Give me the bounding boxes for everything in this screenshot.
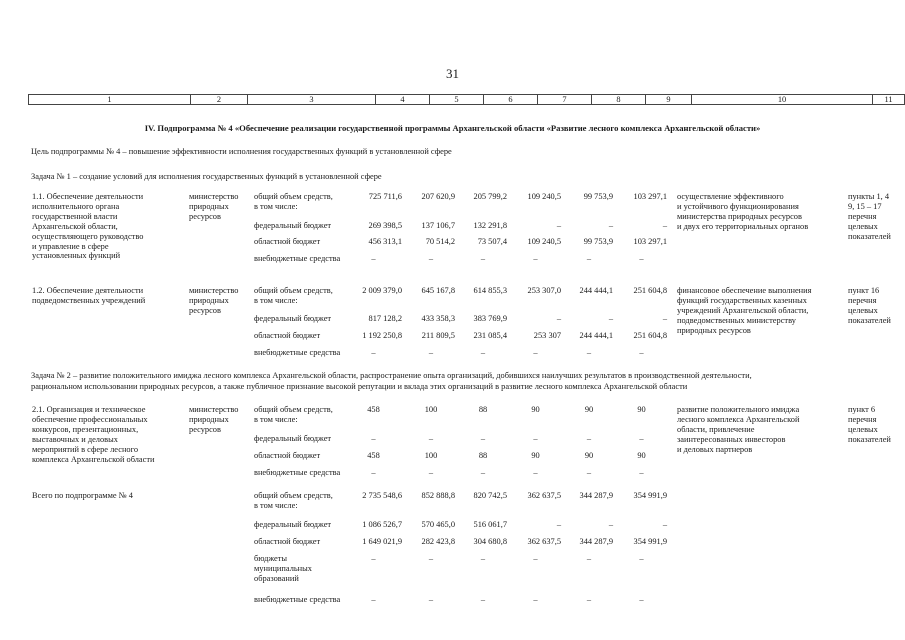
value-cell: 852 888,8 bbox=[421, 491, 455, 500]
expected-result: финансовое обеспечение выполнения функций государственных казенных учреждений Архангельской области, подведомственных министерству природных ресурсов bbox=[677, 286, 812, 335]
value-cell: – bbox=[608, 221, 613, 230]
value-cell: – bbox=[639, 468, 644, 477]
value-cell: 458 bbox=[367, 405, 380, 414]
header-col-2: 2 bbox=[190, 95, 247, 104]
value-cell: – bbox=[586, 554, 592, 563]
task-1-text: Задача № 1 – создание условий для исполнения государственных функций в установленной сфере bbox=[31, 172, 382, 181]
goal-text: Цель подпрограммы № 4 – повышение эффективности исполнения государственных функций в установленной сфере bbox=[31, 147, 452, 156]
value-cell: – bbox=[639, 595, 644, 604]
value-cell: 817 128,2 bbox=[368, 314, 402, 323]
value-cell: 253 307 bbox=[533, 331, 561, 340]
source-federal-label: федеральный бюджет bbox=[254, 221, 332, 230]
subprogram-title: IV. Подпрограмма № 4 «Обеспечение реализации государственной программы Архангельской области «Развитие лесного комплекса Архангельской области» bbox=[144, 123, 761, 133]
value-cell: – bbox=[639, 348, 644, 357]
row-name: 1.2. Обеспечение деятельности подведомственных учреждений bbox=[32, 286, 146, 305]
value-cell: – bbox=[556, 520, 561, 529]
value-cell: 100 bbox=[424, 451, 438, 460]
source-federal-label: федеральный бюджет bbox=[254, 520, 332, 529]
value-cell: 90 bbox=[637, 405, 646, 414]
value-cell: 90 bbox=[584, 451, 594, 460]
value-cell: 304 680,8 bbox=[473, 537, 507, 546]
indicator-reference: пункты 1, 4 9, 15 – 17 перечня целевых показателей bbox=[848, 192, 891, 241]
value-cell: 1 192 250,8 bbox=[362, 331, 402, 340]
source-extrabudget-label: внебюджетные средства bbox=[254, 254, 341, 263]
value-cell: 73 507,4 bbox=[477, 237, 507, 246]
value-cell: 103 297,1 bbox=[633, 237, 667, 246]
value-cell: – bbox=[480, 468, 486, 477]
value-cell: – bbox=[556, 314, 561, 323]
value-cell: 103 297,1 bbox=[633, 192, 667, 201]
value-cell: – bbox=[428, 434, 434, 443]
value-cell: 2 009 379,0 bbox=[362, 286, 402, 295]
value-cell: – bbox=[533, 595, 538, 604]
header-col-7: 7 bbox=[537, 95, 591, 104]
header-col-11: 11 bbox=[872, 95, 904, 104]
value-cell: – bbox=[662, 314, 667, 323]
value-cell: 1 086 526,7 bbox=[362, 520, 402, 529]
value-cell: 344 287,9 bbox=[579, 537, 613, 546]
row-executor: министерство природных ресурсов bbox=[189, 192, 239, 221]
task-2-text-line-2: рациональном использовании природных ресурсов, а также публичное признание высокой репутации и вклада этих организаций в развитие лесного комплекса Архангельской области bbox=[31, 382, 688, 391]
value-cell: – bbox=[662, 221, 667, 230]
value-cell: – bbox=[371, 434, 376, 443]
value-cell: – bbox=[586, 595, 592, 604]
value-cell: – bbox=[608, 520, 613, 529]
value-cell: 820 742,5 bbox=[473, 491, 507, 500]
value-cell: – bbox=[428, 595, 434, 604]
source-total-label: общий объем средств, в том числе: bbox=[254, 491, 333, 510]
value-cell: 253 307,0 bbox=[527, 286, 561, 295]
value-cell: – bbox=[371, 348, 376, 357]
value-cell: 244 444,1 bbox=[579, 286, 613, 295]
value-cell: – bbox=[533, 434, 538, 443]
value-cell: 88 bbox=[478, 405, 488, 414]
source-total-label: общий объем средств, в том числе: bbox=[254, 192, 333, 211]
expected-result: развитие положительного имиджа лесного комплекса Архангельской области, привлечение заинтересованных инвесторов и деловых партнеров bbox=[677, 405, 800, 454]
value-cell: 269 398,5 bbox=[368, 221, 402, 230]
value-cell: – bbox=[533, 554, 538, 563]
header-col-1: 1 bbox=[107, 95, 112, 104]
source-total-label: общий объем средств, в том числе: bbox=[254, 286, 333, 305]
value-cell: – bbox=[533, 468, 538, 477]
value-cell: 354 991,9 bbox=[633, 491, 667, 500]
value-cell: 614 855,3 bbox=[473, 286, 507, 295]
value-cell: 362 637,5 bbox=[527, 537, 561, 546]
value-cell: – bbox=[586, 468, 592, 477]
source-total-label: общий объем средств, в том числе: bbox=[254, 405, 333, 424]
value-cell: – bbox=[480, 554, 486, 563]
value-cell: 109 240,5 bbox=[527, 237, 561, 246]
value-cell: – bbox=[556, 221, 561, 230]
value-cell: – bbox=[480, 254, 486, 263]
value-cell: – bbox=[533, 254, 538, 263]
source-extrabudget-label: внебюджетные средства bbox=[254, 468, 341, 477]
row-executor: министерство природных ресурсов bbox=[189, 286, 239, 315]
value-cell: 99 753,9 bbox=[583, 237, 613, 246]
value-cell: – bbox=[428, 554, 434, 563]
value-cell: 137 106,7 bbox=[421, 221, 455, 230]
value-cell: 456 313,1 bbox=[368, 237, 402, 246]
value-cell: – bbox=[428, 468, 434, 477]
row-name: 1.1. Обеспечение деятельности исполнительного органа государственной власти Архангельской области, осуществляющего руководство и управление в сфере установленных функций bbox=[32, 192, 144, 261]
value-cell: 70 514,2 bbox=[425, 237, 455, 246]
header-col-4: 4 bbox=[375, 95, 429, 104]
source-federal-label: федеральный бюджет bbox=[254, 434, 332, 443]
value-cell: 645 167,8 bbox=[421, 286, 455, 295]
source-regional-label: областной бюджет bbox=[254, 237, 321, 246]
value-cell: 458 bbox=[367, 451, 380, 460]
value-cell: 516 061,7 bbox=[473, 520, 507, 529]
row-name: Всего по подпрограмме № 4 bbox=[32, 491, 133, 500]
indicator-reference: пункт 6 перечня целевых показателей bbox=[848, 405, 891, 444]
header-col-3: 3 bbox=[247, 95, 375, 104]
column-number-header bbox=[28, 94, 905, 105]
header-col-8: 8 bbox=[591, 95, 645, 104]
value-cell: 88 bbox=[478, 451, 488, 460]
value-cell: – bbox=[371, 554, 376, 563]
value-cell: 109 240,5 bbox=[527, 192, 561, 201]
value-cell: – bbox=[586, 254, 592, 263]
value-cell: 231 085,4 bbox=[473, 331, 507, 340]
value-cell: 207 620,9 bbox=[421, 192, 455, 201]
value-cell: 570 465,0 bbox=[421, 520, 455, 529]
source-regional-label: областной бюджет bbox=[254, 537, 321, 546]
value-cell: – bbox=[371, 595, 376, 604]
value-cell: 90 bbox=[637, 451, 646, 460]
value-cell: 2 735 548,6 bbox=[362, 491, 402, 500]
header-col-6: 6 bbox=[483, 95, 537, 104]
value-cell: – bbox=[428, 348, 434, 357]
header-col-5: 5 bbox=[429, 95, 483, 104]
value-cell: 383 769,9 bbox=[473, 314, 507, 323]
value-cell: – bbox=[480, 348, 486, 357]
value-cell: – bbox=[371, 254, 376, 263]
value-cell: 205 799,2 bbox=[473, 192, 507, 201]
page-number: 31 bbox=[446, 66, 459, 81]
value-cell: 90 bbox=[584, 405, 594, 414]
expected-result: осуществление эффективного и устойчивого функционирования министерства природных ресурсов и двух его территориальных органов bbox=[677, 192, 809, 231]
value-cell: – bbox=[639, 434, 644, 443]
value-cell: 90 bbox=[531, 405, 540, 414]
value-cell: – bbox=[586, 434, 592, 443]
value-cell: 1 649 021,9 bbox=[362, 537, 402, 546]
value-cell: 132 291,8 bbox=[473, 221, 507, 230]
value-cell: 344 287,9 bbox=[579, 491, 613, 500]
value-cell: 725 711,6 bbox=[368, 192, 402, 201]
value-cell: 244 444,1 bbox=[579, 331, 613, 340]
value-cell: – bbox=[586, 348, 592, 357]
value-cell: 99 753,9 bbox=[583, 192, 613, 201]
value-cell: – bbox=[371, 468, 376, 477]
source-extrabudget-label: внебюджетные средства bbox=[254, 595, 341, 604]
value-cell: 211 809,5 bbox=[421, 331, 455, 340]
value-cell: – bbox=[533, 348, 538, 357]
value-cell: – bbox=[480, 595, 486, 604]
value-cell: 433 358,3 bbox=[421, 314, 455, 323]
value-cell: – bbox=[428, 254, 434, 263]
value-cell: – bbox=[639, 554, 644, 563]
value-cell: – bbox=[639, 254, 644, 263]
source-extrabudget-label: внебюджетные средства bbox=[254, 348, 341, 357]
source-municipal-label: бюджеты муниципальных образований bbox=[254, 554, 312, 583]
value-cell: 362 637,5 bbox=[527, 491, 561, 500]
source-federal-label: федеральный бюджет bbox=[254, 314, 332, 323]
value-cell: 251 604,8 bbox=[633, 286, 667, 295]
row-executor: министерство природных ресурсов bbox=[189, 405, 239, 434]
indicator-reference: пункт 16 перечня целевых показателей bbox=[848, 286, 891, 325]
header-col-9: 9 bbox=[645, 95, 691, 104]
row-name: 2.1. Организация и техническое обеспечение профессиональных конкурсов, презентационных, выставочных и деловых мероприятий в сфере лесного комплекса Архангельской области bbox=[32, 405, 155, 464]
value-cell: 282 423,8 bbox=[421, 537, 455, 546]
value-cell: 90 bbox=[531, 451, 540, 460]
value-cell: – bbox=[662, 520, 667, 529]
value-cell: 251 604,8 bbox=[633, 331, 667, 340]
value-cell: 100 bbox=[424, 405, 438, 414]
value-cell: 354 991,9 bbox=[633, 537, 667, 546]
source-regional-label: областной бюджет bbox=[254, 331, 321, 340]
task-2-text-line-1: Задача № 2 – развитие положительного имиджа лесного комплекса Архангельской области, распространение опыта организаций, добившихся наилучших результатов в производственной деятельности, bbox=[31, 371, 752, 380]
header-col-10: 10 bbox=[691, 95, 872, 104]
value-cell: – bbox=[480, 434, 486, 443]
value-cell: – bbox=[608, 314, 613, 323]
source-regional-label: областной бюджет bbox=[254, 451, 321, 460]
